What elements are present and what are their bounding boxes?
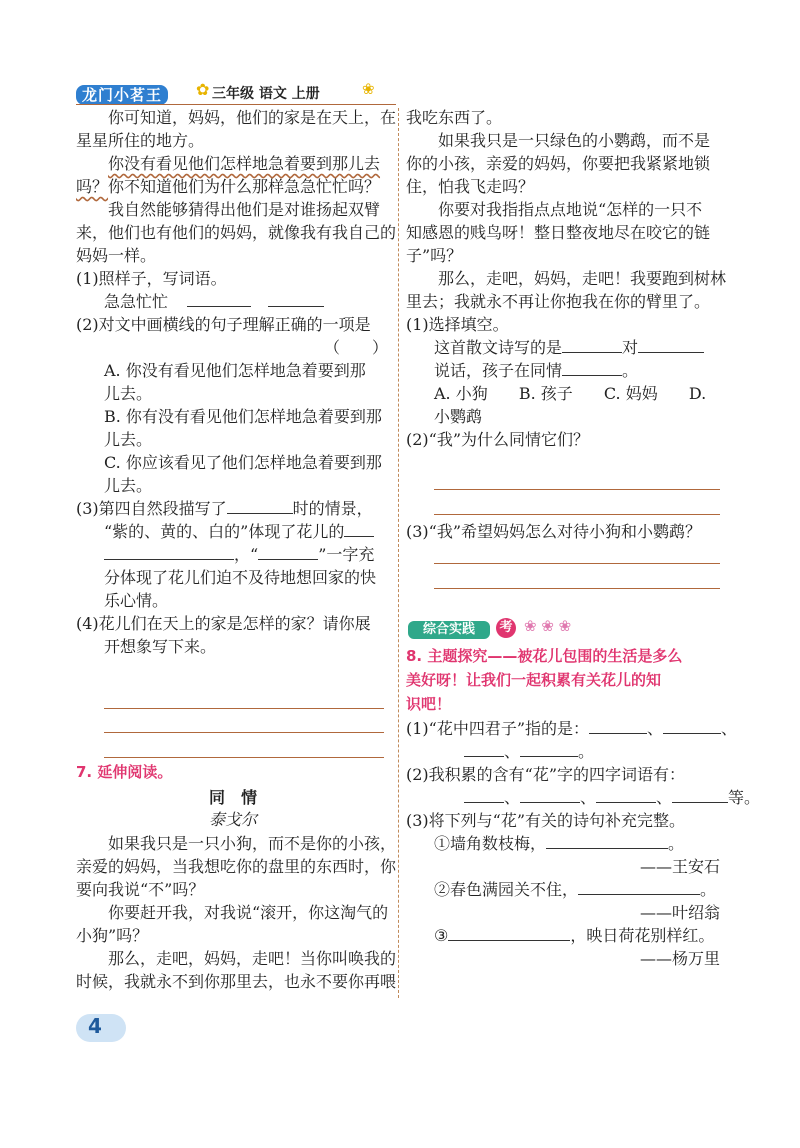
poem-p1-l3: 要向我说“不”吗？ [76,880,205,899]
column-divider [398,108,399,998]
left-p1-l1: 你可知道，妈妈，他们的家是在天上，在 [108,108,397,127]
left-q3-row1 [76,497,390,520]
poem1-author: ——王安石 [639,857,720,876]
right-p1-l2: 你的小孩，亲爱的妈妈，你要把我紧紧地锁 [406,154,711,173]
poem2-author: ——叶绍翁 [639,903,720,922]
left-q2-c2: 儿去。 [104,476,153,495]
right-q3: (3)“我”希望妈妈怎么对待小狗和小鹦鹉？ [406,522,702,541]
poem3-row [406,924,722,947]
s2-label: (2)我积累的含有“花”字的四字词语有： [406,765,686,784]
right-q1-a: 这首散文诗写的是 [434,338,563,357]
option-c[interactable]: C. 妈妈 [603,384,658,403]
right-p2-l1: 你要对我指指点点地说“怎样的一只不 [438,200,703,219]
right-q1-row1 [406,336,722,359]
poem-author: 泰戈尔 [208,810,257,829]
blank-r-q1-3[interactable] [562,359,622,376]
right-column [406,106,727,451]
left-q4-1: (4)花儿们在天上的家是怎样的家？请你展 [76,614,371,633]
right-p3-l2: 里去；我就永不再让你抱我在你的臂里了。 [406,292,711,311]
left-p2-l2 [76,175,390,198]
right-p3-l1: 那么，走吧，妈妈，走吧！我要跑到树林 [438,269,727,288]
s2-sep-1: 、 [504,788,521,807]
right-p1-l3: 住，怕我飞走吗？ [406,177,535,196]
blank-q1-1[interactable] [187,290,251,307]
poem-p2-l1: 你要赶开我，对我说“滚开，你这淘气的 [108,903,389,922]
answer-line-r-q3-1[interactable] [434,563,720,564]
left-q2-b2: 儿去。 [104,430,153,449]
logo-text: 龙门小茗王 [76,85,168,105]
right-p2-l2: 知感恩的贱鸟呀！整日整夜地尽在咬它的链 [406,223,711,242]
poem1-end: 。 [668,834,685,853]
left-q2: (2)对文中画横线的句子理解正确的一项是 [76,315,371,334]
page-number: 4 [88,1014,102,1038]
s2-row2 [406,786,761,809]
s1-sep-1: 、 [647,719,664,738]
sec8-l3: 识吧！ [406,695,452,713]
option-d-text: 小鹦鹉 [434,407,483,426]
left-p3-l1: 我自然能够猜得出他们是对谁扬起双臂 [108,200,381,219]
answer-line-q4-1[interactable] [104,708,384,709]
blank-q3-1[interactable] [227,497,293,514]
poem-body-left [76,832,397,993]
blank-s2-2[interactable] [520,786,580,803]
left-p2-l1 [76,152,390,175]
section-8-questions [406,717,761,970]
left-q2-c1[interactable]: C. 你应该看见了他们怎样地急着要到那 [104,453,382,472]
poem2-row [406,878,722,901]
blank-poem3[interactable] [448,924,570,941]
butterfly-icon: ❀ [362,80,375,98]
left-p2-wavy-1: 你没有看见他们怎样地急着要到那儿去 [108,154,381,173]
blank-s1-1[interactable] [589,717,647,734]
blank-q3-3[interactable] [104,543,234,560]
blank-r-q1-2[interactable] [638,336,704,353]
left-column [76,106,397,658]
left-p2-wavy-2: 吗？ [76,177,109,196]
left-q3-b: 时的情景， [292,499,373,518]
s1-sep-2: 、 [721,719,738,738]
poem-title: 同 情 [208,788,257,807]
blank-poem1[interactable] [546,832,668,849]
s2-end: 等。 [728,788,761,807]
right-q1-options [406,382,722,405]
blank-q3-2[interactable] [344,520,374,537]
answer-line-q4-3[interactable] [104,757,384,758]
answer-line-r-q3-2[interactable] [434,588,720,589]
left-q3-row3 [76,543,390,566]
header-logo [76,84,200,104]
left-p1-l2: 星星所住的地方。 [76,131,205,150]
s1-label: (1)“花中四君子”指的是： [406,719,590,738]
s2-sep-3: 、 [656,788,673,807]
left-p2-rest: 你不知道他们为什么那样急急忙忙吗？ [108,177,381,196]
left-p3-l3: 妈妈一样。 [76,246,157,265]
answer-line-r-q2-1[interactable] [434,489,720,490]
blank-s2-1[interactable] [464,786,504,803]
blank-s1-2[interactable] [663,717,721,734]
sec8-l1: 8. 主题探究——被花儿包围的生活是多么 [406,647,683,665]
s3-label: (3)将下列与“花”有关的诗句补充完整。 [406,811,686,830]
header-course: 三年级 语文 上册 [212,86,320,102]
poem1-row [406,832,722,855]
blank-s1-4[interactable] [520,740,578,757]
poem3-author: ——杨万里 [639,949,720,968]
left-q2-b1[interactable]: B. 你有没有看见他们怎样地急着要到那 [104,407,382,426]
right-q1-d: 。 [622,361,639,380]
right-q1: (1)选择填空。 [406,315,509,334]
option-d[interactable]: D. [688,384,707,403]
poem-p3-l2: 时候，我就永不到你那里去，也永不要你再喂 [76,972,397,991]
left-q3-d1: ，“ [234,545,259,564]
s1-row1 [406,717,738,740]
blank-s2-3[interactable] [596,786,656,803]
section-8-heading [406,644,682,716]
section-badge-exam: 考 [496,618,516,638]
right-q1-row2 [406,359,722,382]
blank-r-q1-1[interactable] [562,336,622,353]
section-badge: 综合实践 [408,621,490,639]
left-q2-paren[interactable]: （ ） [323,338,388,357]
sec8-l2: 美好呀！让我们一起积累有关花儿的知 [406,671,662,689]
right-q1-b: 对 [622,338,639,357]
left-q4-2: 开想象写下来。 [104,637,217,656]
left-q1-example: 急急忙忙 [104,292,169,311]
blank-s1-3[interactable] [464,740,504,757]
poem3-text: ③ [434,926,449,945]
left-q3-d2: ”一字充 [318,545,375,564]
s1-row2 [406,740,722,763]
header-rule [76,104,396,105]
right-p2-l3: 子”吗？ [406,246,463,265]
blank-q1-2[interactable] [268,290,324,307]
left-q1-row [76,290,390,313]
answer-line-r-q2-2[interactable] [434,514,720,515]
left-q3-e2: 乐心情。 [104,591,169,610]
answer-line-q4-2[interactable] [104,732,384,733]
left-q3-e1: 分体现了花儿们迫不及待地想回家的快 [104,568,377,587]
poem-p1-l1: 如果我只是一只小狗，而不是你的小孩， [108,834,397,853]
left-q2-a1[interactable]: A. 你没有看见他们怎样地急着要到那 [104,361,366,380]
butterfly-icon: ❀ ❀ ❀ [524,617,572,635]
poem3-rest: ，映日荷花别样红。 [570,926,715,945]
s2-sep-2: 、 [580,788,597,807]
option-b[interactable]: B. 孩子 [518,384,573,403]
blank-q3-4[interactable] [258,543,318,560]
left-q2-a2: 儿去。 [104,384,153,403]
flower-icon: ✿ [196,80,210,99]
poem-p2-l2: 小狗”吗？ [76,926,149,945]
section-7-heading: 7. 延伸阅读。 [76,763,173,781]
right-q2: (2)“我”为什么同情它们？ [406,430,590,449]
left-q3-c: “紫的、黄的、白的”体现了花儿的 [104,522,345,541]
poem-p1-l2: 亲爱的妈妈，当我想吃你的盘里的东西时，你 [76,857,397,876]
right-p0: 我吃东西了。 [406,108,503,127]
s1-sep-3: 、 [504,742,521,761]
s1-end: 。 [578,742,595,761]
right-p1-l1: 如果我只是一只绿色的小鹦鹉，而不是 [438,131,711,150]
left-q3-a: (3)第四自然段描写了 [76,499,227,518]
blank-s2-4[interactable] [672,786,728,803]
poem-p3-l1: 那么，走吧，妈妈，走吧！当你叫唤我的 [108,949,397,968]
poem1-text: ①墙角数枝梅， [434,834,547,853]
left-q3-row2 [76,520,390,543]
right-q1-c: 说话，孩子在同情 [434,361,563,380]
poem2-text: ②春色满园关不住， [434,880,579,899]
left-q1: (1)照样子，写词语。 [76,269,227,288]
option-a[interactable]: A. 小狗 [434,384,488,403]
poem2-end: 。 [700,880,717,899]
left-p3-l2: 来，他们也有他们的妈妈，就像我有我自己的 [76,223,397,242]
blank-poem2[interactable] [578,878,700,895]
